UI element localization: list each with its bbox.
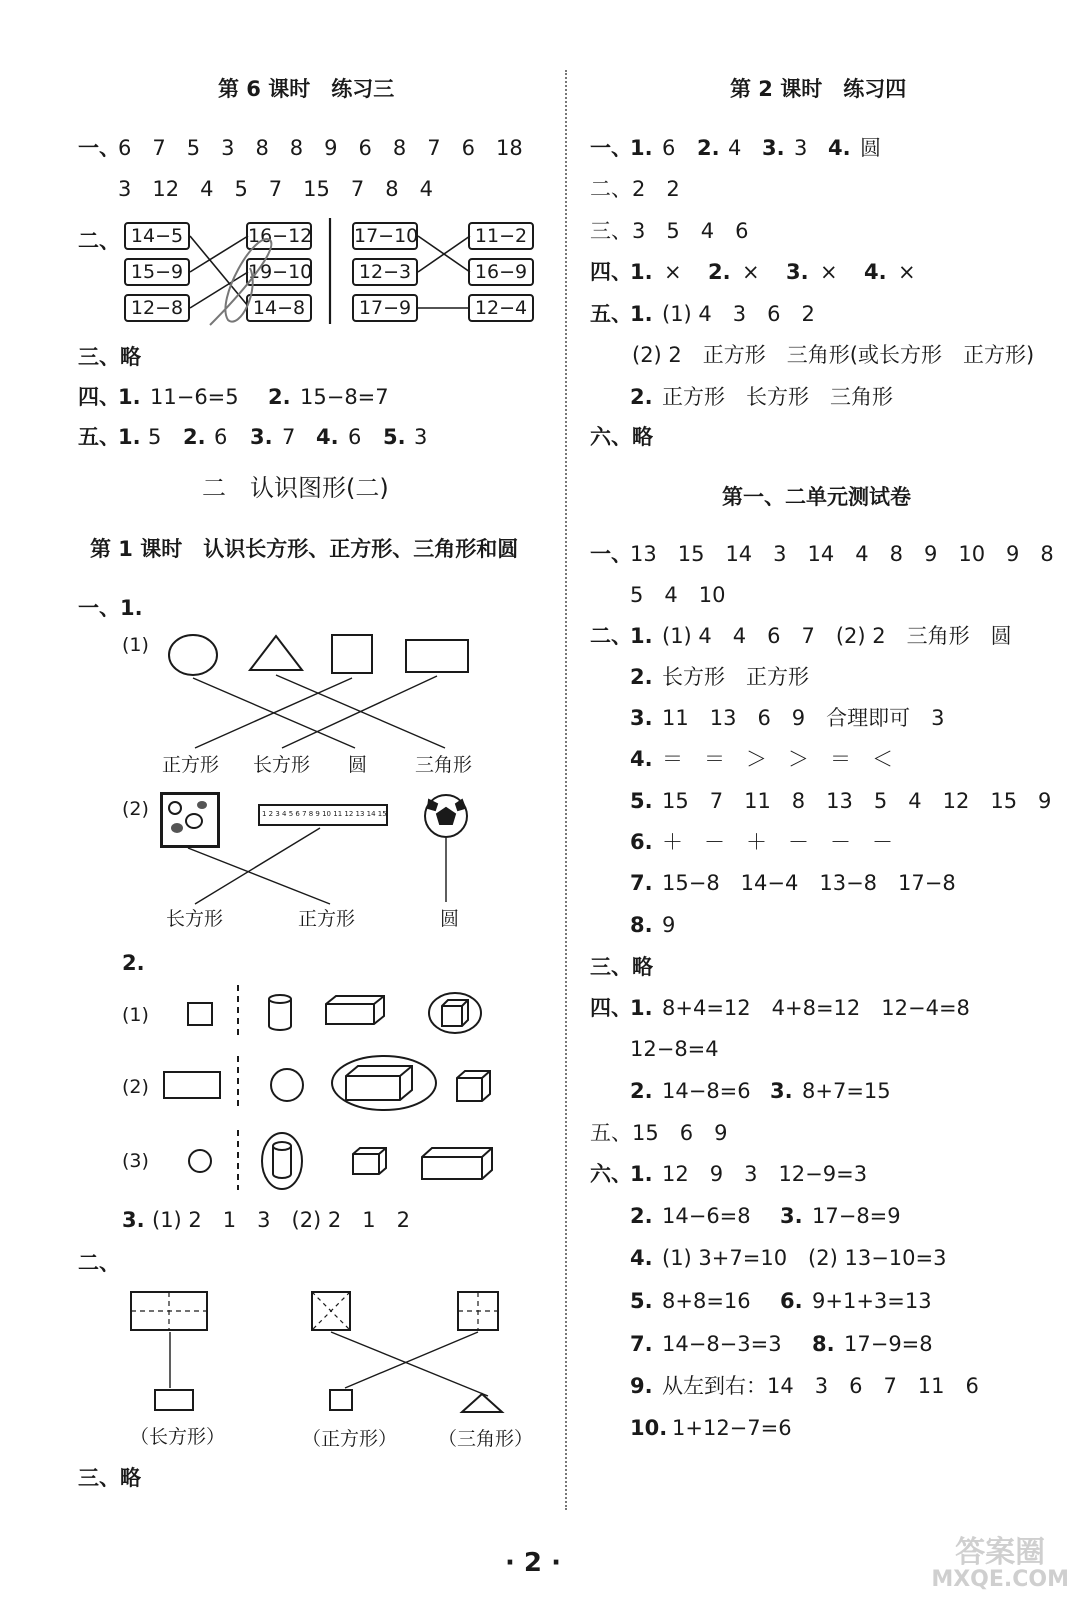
item-number: 9.: [630, 1374, 653, 1398]
section-label-4: 四、: [78, 385, 120, 409]
section-label-5: 五、: [78, 425, 120, 449]
answer-text: 15 7 11 8 13 5 4 12 15 9: [662, 789, 1052, 813]
item-number: 3.: [770, 1079, 793, 1103]
item-number: 4.: [316, 425, 339, 449]
shape-label: （长方形）: [130, 1426, 226, 1448]
answers-row: 13 15 14 3 14 4 8 9 10 9 8: [630, 542, 1054, 566]
item-number: 3.: [250, 425, 273, 449]
answer-text: 正方形 长方形 三角形: [662, 385, 893, 409]
answer-text: 8+8=16: [662, 1289, 751, 1313]
question-1-label: 一、1.: [78, 596, 143, 620]
item-number: 1.: [630, 1162, 653, 1186]
answer-text: 14−8−3=3: [662, 1332, 782, 1356]
row-label: (3): [122, 1150, 149, 1172]
lesson6-heading: 第 6 课时 练习三: [218, 77, 395, 101]
shape-label: （三角形）: [438, 1428, 534, 1450]
match-box: 17−10: [352, 222, 418, 250]
item-number: 4.: [864, 260, 887, 284]
answer-line: 五、15 6 9: [590, 1121, 728, 1145]
item-number: 1.: [630, 136, 653, 160]
item-number: 2.: [630, 385, 653, 409]
answer-text: 长方形 正方形: [662, 665, 809, 689]
unit-title: 二 认识图形(二): [202, 474, 389, 502]
answer-text: 11 13 6 9 合理即可 3: [662, 706, 945, 730]
answer-line: 二、2 2: [590, 177, 680, 201]
answer-text: 17−9=8: [844, 1332, 933, 1356]
item-number: 7.: [630, 871, 653, 895]
item-number: 6.: [630, 830, 653, 854]
ruler-scale: 1 2 3 4 5 6 7 8 9 10 11 12 13 14 15: [262, 810, 387, 818]
answer-text: ×: [898, 260, 916, 284]
answer-line: 三、3 5 4 6: [590, 219, 749, 243]
item-number: 10.: [630, 1416, 668, 1440]
answer-text: 15−8=7: [300, 385, 389, 409]
section-label-1: 一、: [590, 136, 632, 160]
match-box: 12−4: [468, 294, 534, 322]
lesson1-heading: 第 1 课时 认识长方形、正方形、三角形和圆: [90, 537, 519, 561]
answer-text: 12−8=4: [630, 1037, 719, 1061]
match-box: 19−10: [246, 258, 312, 286]
test-title: 第一、二单元测试卷: [722, 485, 911, 509]
section-label-6: 六、: [590, 1162, 632, 1186]
watermark-logo: 答案圈: [955, 1535, 1046, 1570]
answer-text: 11−6=5: [150, 385, 239, 409]
answer-text: 4: [728, 136, 742, 160]
sub-label: (1): [122, 634, 149, 656]
match-box: 11−2: [468, 222, 534, 250]
item-number: 5.: [630, 1289, 653, 1313]
item-number: 2.: [630, 1079, 653, 1103]
item-number: 3.: [762, 136, 785, 160]
answer-text: 12 9 3 12−9=3: [662, 1162, 868, 1186]
item-number: 2.: [630, 665, 653, 689]
row-label: (2): [122, 1076, 149, 1098]
item-number: 1.: [630, 996, 653, 1020]
section-label-5: 五、: [590, 302, 632, 326]
section-3-omitted: 三、略: [590, 955, 653, 979]
match-box: 15−9: [124, 258, 190, 286]
answer-text: 6: [662, 136, 676, 160]
shape-label: 长方形: [166, 908, 224, 930]
section-label-4: 四、: [590, 996, 632, 1020]
match-box: 14−5: [124, 222, 190, 250]
answer-text: ×: [820, 260, 838, 284]
answer-text: ×: [664, 260, 682, 284]
answer-text: 从左到右：14 3 6 7 11 6: [662, 1374, 979, 1398]
section-6-omitted: 六、略: [590, 425, 653, 449]
item-number: 5.: [383, 425, 406, 449]
answer-text: 1+12−7=6: [672, 1416, 792, 1440]
item-number: 3.: [780, 1204, 803, 1228]
shape-label: 正方形: [298, 908, 356, 930]
item-number: 2.: [697, 136, 720, 160]
answer-text: 14−8=6: [662, 1079, 751, 1103]
item-number: 1.: [630, 260, 653, 284]
item-number: 2.: [268, 385, 291, 409]
answer-text: ＋ － ＋ － － －: [662, 830, 893, 854]
answers-row: 3 12 4 5 7 15 7 8 4: [118, 177, 433, 201]
answer-text: 5: [148, 425, 162, 449]
match-box: 14−8: [246, 294, 312, 322]
answer-text: 17−8=9: [812, 1204, 901, 1228]
answer-text: 7: [282, 425, 296, 449]
match-box: 12−3: [352, 258, 418, 286]
shape-label: 三角形: [415, 754, 473, 776]
item-number: 6.: [780, 1289, 803, 1313]
section-label-2: 二、: [590, 624, 632, 648]
answers-row: 5 4 10: [630, 583, 726, 607]
answer-text: (1) 2 1 3 (2) 2 1 2: [152, 1208, 411, 1232]
answer-text: 9+1+3=13: [812, 1289, 932, 1313]
section-3-omitted: 三、略: [78, 345, 141, 369]
answer-text: (1) 3+7=10 (2) 13−10=3: [662, 1246, 947, 1270]
item-number: 1.: [118, 385, 141, 409]
answer-text: 8+4=12 4+8=12 12−4=8: [662, 996, 970, 1020]
answer-text: ＝ ＝ ＞ ＞ ＝ ＜: [662, 747, 893, 771]
item-number: 1.: [630, 624, 653, 648]
shape-label: 圆: [440, 908, 460, 930]
item-number: 3.: [786, 260, 809, 284]
answer-text: (1) 4 3 6 2: [662, 302, 815, 326]
item-number: 5.: [630, 789, 653, 813]
answer-text: 6: [348, 425, 362, 449]
shape-label: 正方形: [162, 754, 220, 776]
answer-text: 14−6=8: [662, 1204, 751, 1228]
answer-text: 圆: [860, 136, 881, 160]
shape-label: 圆: [348, 754, 368, 776]
match-box: 12−8: [124, 294, 190, 322]
answer-text: 3: [794, 136, 808, 160]
answers-row: 6 7 5 3 8 8 9 6 8 7 6 18: [118, 136, 523, 160]
item-number: 1.: [118, 425, 141, 449]
match-box: 16−9: [468, 258, 534, 286]
section-label-2: 二、: [78, 229, 120, 253]
item-number: 2.: [183, 425, 206, 449]
question-2-label: 2.: [122, 951, 145, 975]
item-number: 1.: [630, 302, 653, 326]
section-label-1: 一、: [78, 136, 120, 160]
match-box: 16−12: [246, 222, 312, 250]
section-label-4: 四、: [590, 260, 632, 284]
sub-label: (2): [122, 798, 149, 820]
section-label-1: 一、: [590, 542, 632, 566]
answer-text: 8+7=15: [802, 1079, 891, 1103]
answer-text: 9: [662, 913, 676, 937]
item-number: 2.: [708, 260, 731, 284]
shape-label: 长方形: [253, 754, 311, 776]
answer-text: (2) 2 正方形 三角形(或长方形 正方形): [632, 343, 1035, 367]
answer-text: 3: [414, 425, 428, 449]
item-number: 3.: [630, 706, 653, 730]
question-3-label: 3.: [122, 1208, 145, 1232]
lesson2-heading: 第 2 课时 练习四: [730, 77, 907, 101]
answer-text: ×: [742, 260, 760, 284]
answer-text: 6: [214, 425, 228, 449]
answer-text: 15−8 14−4 13−8 17−8: [662, 871, 956, 895]
row-label: (1): [122, 1004, 149, 1026]
watermark-url: MXQE.COM: [931, 1567, 1069, 1592]
section-label-2b: 二、: [78, 1251, 120, 1275]
item-number: 4.: [630, 747, 653, 771]
item-number: 8.: [630, 913, 653, 937]
item-number: 8.: [812, 1332, 835, 1356]
page-number: · 2 ·: [505, 1548, 561, 1578]
item-number: 7.: [630, 1332, 653, 1356]
match-box: 17−9: [352, 294, 418, 322]
item-number: 4.: [630, 1246, 653, 1270]
shape-label: （正方形）: [302, 1428, 398, 1450]
answer-text: (1) 4 4 6 7 (2) 2 三角形 圆: [662, 624, 1012, 648]
item-number: 4.: [828, 136, 851, 160]
item-number: 2.: [630, 1204, 653, 1228]
watermark: [931, 1535, 1069, 1592]
section-3b-omitted: 三、略: [78, 1466, 141, 1490]
